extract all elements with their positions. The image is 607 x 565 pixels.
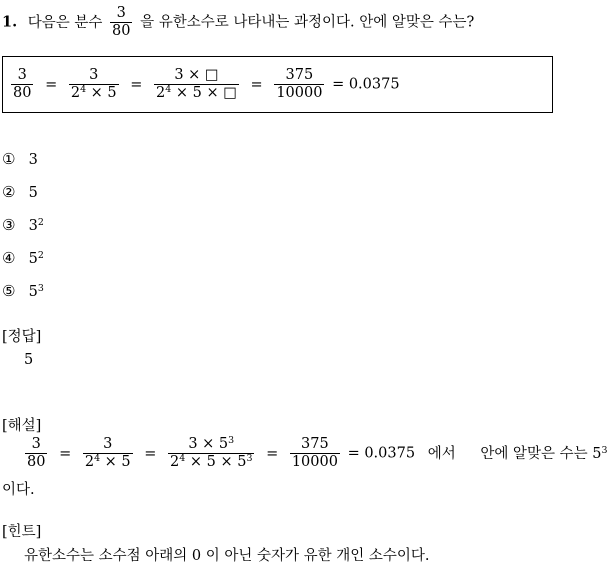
process-frac-3: $\frac{3 \times □}{2^4 \times 5 \times □}$ (156, 67, 237, 102)
explanation-label: [해설] (2, 418, 42, 434)
answer-label: [정답] (2, 329, 42, 345)
choice-4[interactable] (2, 249, 44, 267)
choice-2[interactable] (2, 183, 38, 201)
explanation-equation: $\frac{3}{80}$ = $\frac{3}{2^4 \times 5}$ = $\frac{3 \times 5^3}{2^4 \times 5 \times 5^3}$ = $\frac{375}{10000}$ = 0.0375 에서 안에 알맞은 수는 $5^3$ (27, 434, 607, 471)
process-frac-2: $\frac{3}{2^4 \times 5}$ (70, 67, 117, 102)
question-text-after: 을 유한소수로 나타내는 과정이다. 안에 알맞은 수는? (140, 14, 475, 31)
choice-marker: ② (2, 183, 16, 201)
choice-value: $5^2$ (28, 249, 44, 267)
process-result: = 0.0375 (332, 76, 400, 93)
explanation-text-mid: 에서 (427, 445, 456, 462)
choice-marker: ④ (2, 249, 16, 267)
hint-label: [힌트] (2, 524, 42, 540)
explanation-result: = 0.0375 (347, 445, 416, 462)
choice-value: 3 (28, 152, 38, 168)
choice-marker: ③ (2, 216, 16, 234)
choice-1[interactable] (2, 150, 38, 168)
question-line (2, 6, 474, 39)
process-frac-4: $\frac{375}{10000}$ (276, 67, 323, 102)
hint-text: 유한소수는 소수점 아래의 0 이 아닌 숫자가 유한 개인 소수이다. (24, 548, 430, 564)
explanation-tail-value: $5^3$ (592, 444, 607, 462)
choice-marker: ⑤ (2, 282, 16, 300)
explanation-frac-1: $\frac{3}{80}$ (27, 436, 46, 471)
fraction-denominator: 80 (112, 23, 131, 40)
process-equation: $\frac{3}{80}$ = $\frac{3}{2^4 \times 5}$ = $\frac{3 \times □}{2^4 \times 5 \times □}$ = $\frac{375}{10000}$ = 0.0375 (13, 67, 400, 102)
choice-value: $5^3$ (28, 282, 44, 300)
explanation-frac-2: $\frac{3}{2^4 \times 5}$ (84, 436, 131, 471)
explanation-frac-3: $\frac{3 \times 5^3}{2^4 \times 5 \times 5^3}$ (170, 434, 253, 471)
answer-value: 5 (24, 352, 34, 368)
choice-5[interactable] (2, 282, 44, 300)
explanation-line2: 이다. (2, 482, 35, 498)
explanation-frac-4: $\frac{375}{10000}$ (291, 436, 338, 471)
question-fraction (110, 6, 132, 39)
process-frac-1: $\frac{3}{80}$ (13, 67, 32, 102)
choice-value: 5 (28, 185, 38, 201)
question-text-before: 다음은 분수 (27, 14, 103, 31)
choice-3[interactable] (2, 216, 44, 234)
question-number: 1. (2, 13, 18, 31)
choice-marker: ① (2, 150, 16, 168)
fraction-numerator: 3 (116, 5, 126, 21)
explanation-text-tail: 안에 알맞은 수는 (480, 445, 588, 462)
choice-value: $3^2$ (28, 216, 44, 234)
